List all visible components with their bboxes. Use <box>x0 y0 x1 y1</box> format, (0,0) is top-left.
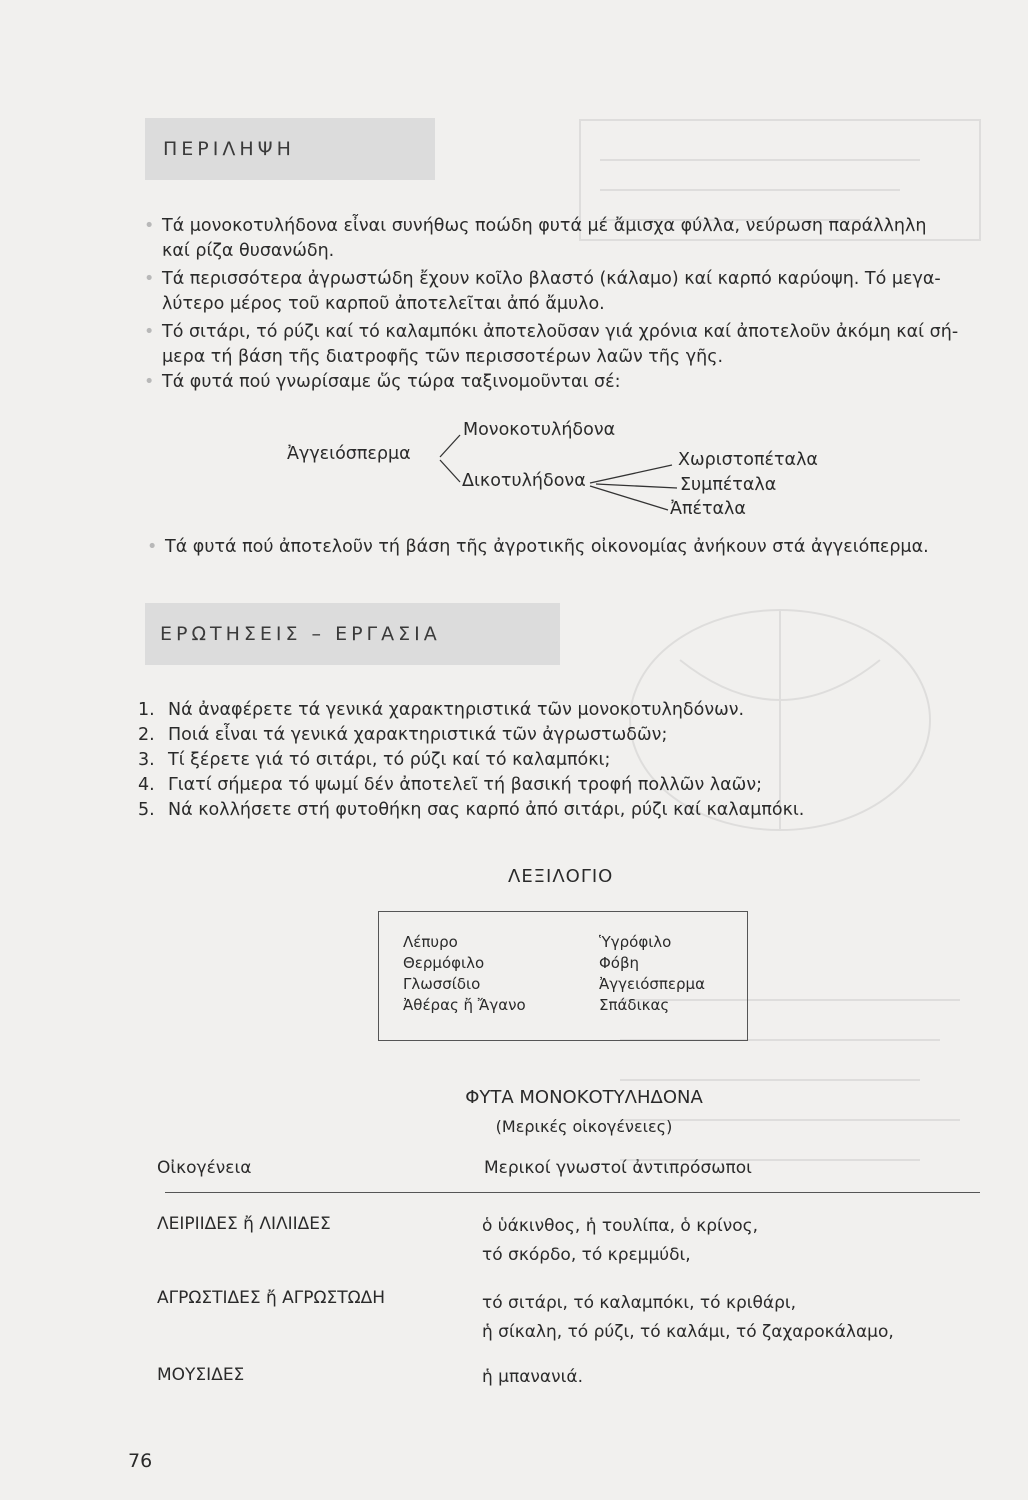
glossary-term: Λέπυρο <box>403 933 458 951</box>
bullet-line: Τά φυτά πού γνωρίσαμε ὥς τώρα ταξινομοῦνται σέ: <box>162 372 621 392</box>
bullet-dot: • <box>144 269 155 289</box>
table-row-family: ΛΕΙΡΙΙΔΕΣ ἤ ΛΙΛΙΙΔΕΣ <box>157 1214 331 1234</box>
glossary-term: Ἀγγειόσπερμα <box>599 975 705 993</box>
question-text: Νά κολλήσετε στή φυτοθήκη σας καρπό ἀπό σιτάρι, ρύζι καί καλαμπόκι. <box>168 800 805 820</box>
diagram-leaf-choripetalae: Χωριστοπέταλα <box>678 450 818 470</box>
diagram-monocots: Μονοκοτυλήδονα <box>463 420 616 440</box>
summary-heading-text: ΠΕΡΙΛΗΨΗ <box>163 138 295 160</box>
table-row-family: ΑΓΡΩΣΤΙΔΕΣ ἤ ΑΓΡΩΣΤΩΔΗ <box>157 1288 386 1308</box>
questions-heading <box>145 603 560 665</box>
example-line: τό σκόρδο, τό κρεμμύδι, <box>482 1245 691 1265</box>
question-number: 5. <box>138 800 155 820</box>
glossary-box <box>378 911 748 1041</box>
bullet-line: μερα τή βάση τῆς διατροφῆς τῶν περισσοτέρων λαῶν τῆς γῆς. <box>162 347 724 367</box>
summary-last-bullet <box>147 535 1025 560</box>
table-row-examples <box>482 1363 583 1392</box>
diagram-leaf-apetalae: Ἀπέταλα <box>670 499 746 519</box>
glossary-term: Ὑγρόφιλο <box>599 933 672 951</box>
example-line: τό σιτάρι, τό καλαμπόκι, τό κριθάρι, <box>482 1293 797 1313</box>
question-text: Γιατί σήμερα τό ψωμί δέν ἀποτελεῖ τή βασική τροφή πολλῶν λαῶν; <box>168 775 763 795</box>
glossary-term: Γλωσσίδιο <box>403 975 481 993</box>
diagram-root: Ἀγγειόσπερμα <box>287 444 411 464</box>
glossary-left-column <box>403 932 526 1016</box>
question-text: Ποιά εἶναι τά γενικά χαρακτηριστικά τῶν ἀγρωστωδῶν; <box>168 725 668 745</box>
table-title: ΦΥΤΑ ΜΟΝΟΚΟΤΥΛΗΔΟΝΑ <box>465 1087 703 1108</box>
glossary-term: Ἀθέρας ἤ Ἄγανο <box>403 996 526 1014</box>
glossary-term: Σπάδικας <box>599 996 670 1014</box>
diagram-dicots: Δικοτυλήδονα <box>462 471 586 491</box>
table-row-examples <box>482 1289 894 1347</box>
table-header-rule <box>165 1192 980 1193</box>
table-header-family: Οἰκογένεια <box>157 1158 252 1178</box>
bullet-dot: • <box>144 216 155 236</box>
table-header-examples: Μερικοί γνωστοί ἀντιπρόσωποι <box>484 1158 752 1178</box>
bullet-line: λύτερο μέρος τοῦ καρποῦ ἀποτελεῖται ἀπό ἄμυλο. <box>162 294 605 314</box>
diagram-branch-lines <box>0 0 1028 560</box>
question-item <box>138 748 610 772</box>
glossary-term: Φόβη <box>599 954 640 972</box>
question-text: Νά ἀναφέρετε τά γενικά χαρακτηριστικά τῶν μονοκοτυληδόνων. <box>168 700 745 720</box>
question-number: 3. <box>138 750 155 770</box>
question-item <box>138 773 762 797</box>
diagram-leaf-sympetalae: Συμπέταλα <box>680 475 777 495</box>
example-line: ἡ μπανανιά. <box>482 1367 583 1387</box>
glossary-term: Θερμόφιλο <box>403 954 485 972</box>
question-item <box>138 698 744 722</box>
question-text: Τί ξέρετε γιά τό σιτάρι, τό ρύζι καί τό καλαμπόκι; <box>168 750 611 770</box>
questions-heading-text: ΕΡΩΤΗΣΕΙΣ – ΕΡΓΑΣΙΑ <box>160 623 441 645</box>
question-number: 4. <box>138 775 155 795</box>
bullet-line: καί ρίζα θυσανώδη. <box>162 241 335 261</box>
glossary-right-column <box>599 932 705 1016</box>
bullet-line: Τά περισσότερα ἀγρωστώδη ἔχουν κοῖλο βλαστό (κάλαμο) καί καρπό καρύοψη. Τό μεγα- <box>162 269 941 289</box>
table-row-examples <box>482 1212 758 1270</box>
example-line: ἡ σίκαλη, τό ρύζι, τό καλάμι, τό ζαχαροκάλαμο, <box>482 1322 894 1342</box>
glossary-title: ΛΕΞΙΛΟΓΙΟ <box>508 866 614 887</box>
bullet-dot: • <box>144 372 155 392</box>
bullet-line: Τά μονοκοτυλήδονα εἶναι συνήθως ποώδη φυτά μέ ἄμισχα φύλλα, νεύρωση παράλληλη <box>162 216 927 236</box>
bullet-line: Τά φυτά πού ἀποτελοῦν τή βάση τῆς ἀγροτικῆς οἰκονομίας ἀνήκουν στά ἀγγειόπερμα. <box>165 537 929 557</box>
bullet-dot: • <box>147 537 158 557</box>
bullet-dot: • <box>144 322 155 342</box>
table-subtitle: (Μερικές οἰκογένειες) <box>495 1117 673 1136</box>
page-number: 76 <box>128 1450 153 1472</box>
question-number: 2. <box>138 725 155 745</box>
question-item <box>138 798 804 822</box>
bullet-line: Τό σιτάρι, τό ρύζι καί τό καλαμπόκι ἀποτελοῦσαν γιά χρόνια καί ἀποτελοῦν ἀκόμη καί σή- <box>162 322 959 342</box>
table-row-family: ΜΟΥΣΙΔΕΣ <box>157 1365 245 1385</box>
question-item <box>138 723 667 747</box>
question-number: 1. <box>138 700 155 720</box>
example-line: ὁ ὑάκινθος, ἡ τουλίπα, ὁ κρίνος, <box>482 1216 759 1236</box>
